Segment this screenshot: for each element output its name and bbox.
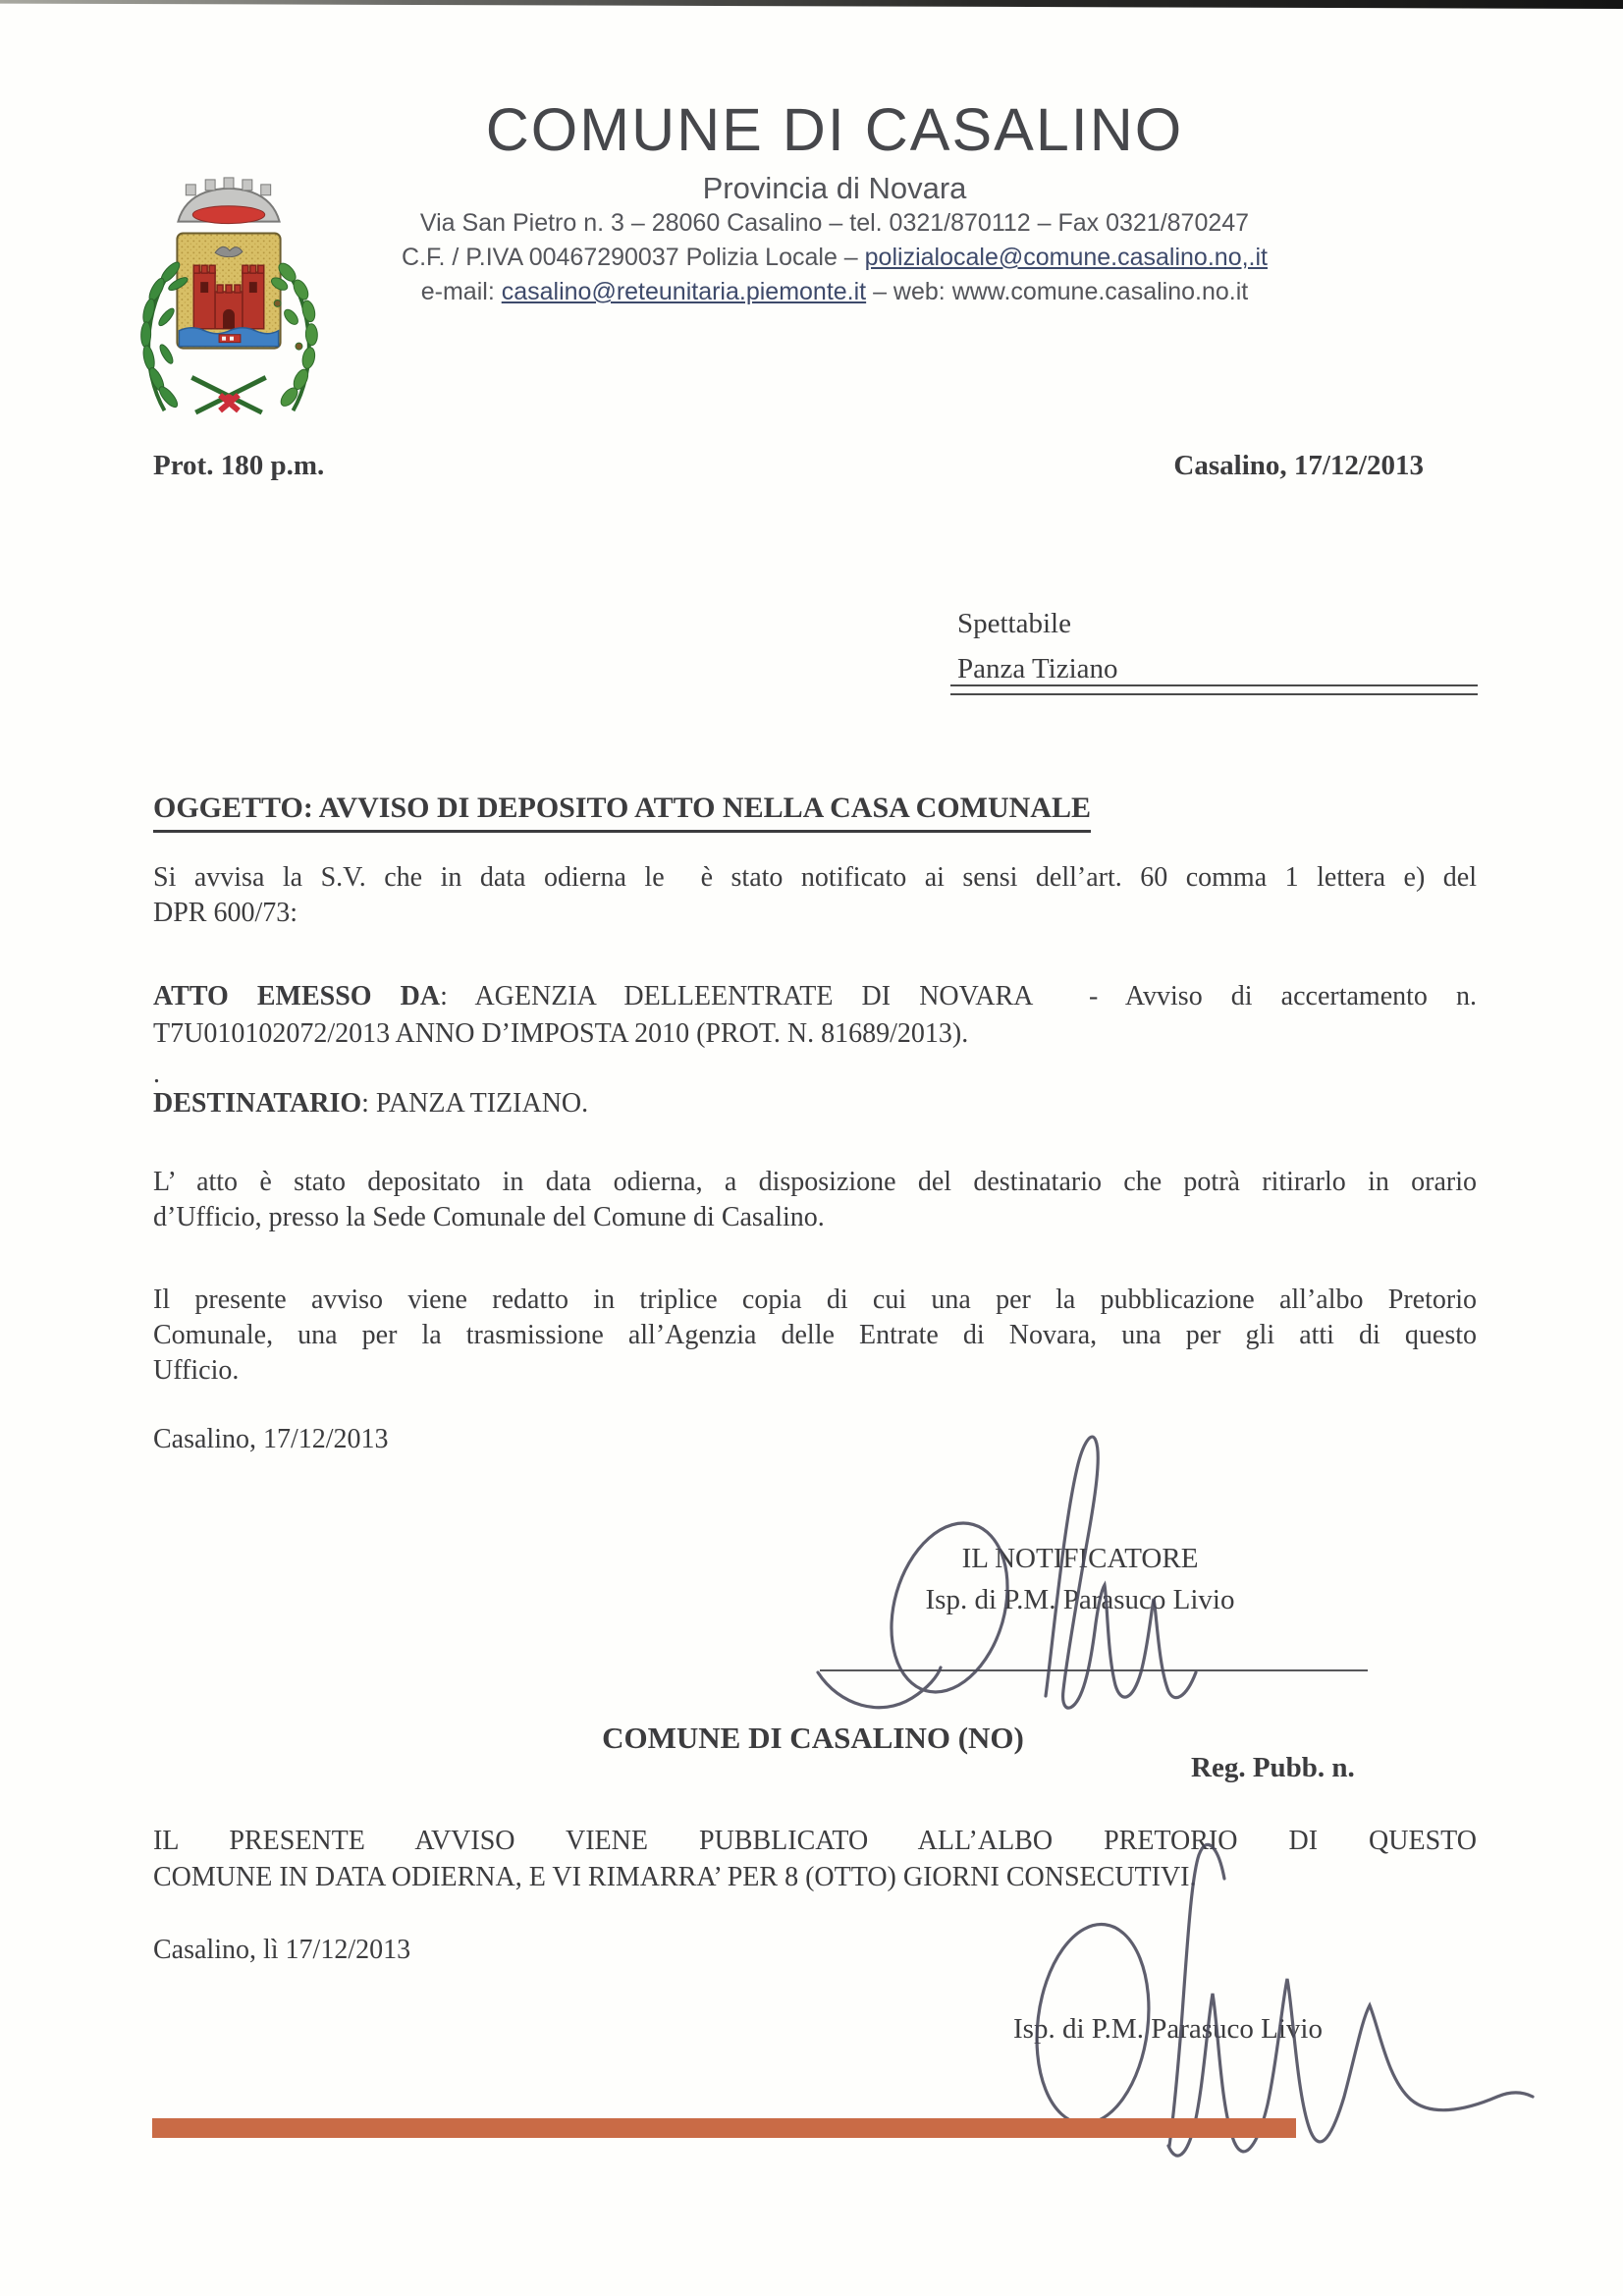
- date-line-2: Casalino, lì 17/12/2013: [153, 1935, 411, 1965]
- cf-prefix: C.F. / P.IVA 00467290037 Polizia Locale –: [402, 244, 865, 271]
- signer2-name: Isp. di P.M. Parasuco Livio: [1013, 2013, 1323, 2045]
- email-prefix: e-mail:: [420, 278, 502, 305]
- subject-heading: [153, 792, 1091, 825]
- paragraph-atto: [153, 978, 1477, 1053]
- bottom-accent-bar: [152, 2118, 1296, 2138]
- recipient-name: Panza Tiziano: [957, 653, 1118, 684]
- atto-line2: T7U010102072/2013 ANNO D’IMPOSTA 2010 (PROT. N. 81689/2013).: [153, 1018, 969, 1049]
- paragraph-destinatario: [153, 1086, 1477, 1121]
- signature-line: [820, 1669, 1368, 1671]
- comune-publication-title: COMUNE DI CASALINO (NO): [602, 1721, 1024, 1755]
- notifier-block: [776, 1538, 1384, 1620]
- text-line: COMUNE IN DATA ODIERNA, E VI RIMARRA’ PER 8 (OTTO) GIORNI CONSECUTIVI.: [153, 1862, 1197, 1892]
- text-line: d’Ufficio, presso la Sede Comunale del Comune di Casalino.: [153, 1202, 825, 1232]
- destinatario-name: : PANZA TIZIANO.: [361, 1088, 589, 1119]
- paragraph-triplice: [153, 1283, 1477, 1389]
- notifier-name: Isp. di P.M. Parasuco Livio: [925, 1584, 1235, 1615]
- atto-label: ATTO EMESSO DA: [153, 981, 441, 1011]
- atto-rest: : AGENZIA DELLEENTRATE DI NOVARA - Avviso di accertamento n.: [440, 981, 1477, 1011]
- address-line: Via San Pietro n. 3 – 28060 Casalino – tel. 0321/870112 – Fax 0321/870247: [419, 209, 1250, 237]
- subject-text: OGGETTO: AVVISO DI DEPOSITO ATTO NELLA CASA COMUNALE: [153, 792, 1091, 833]
- recipient-double-rule: [950, 684, 1478, 695]
- web-suffix: – web: www.comune.casalino.no.it: [866, 278, 1249, 305]
- reg-pubb-label: Reg. Pubb. n.: [1191, 1752, 1355, 1783]
- atto-line1: [153, 978, 1477, 1015]
- paragraph-deposito: [153, 1165, 1477, 1235]
- commune-title: COMUNE DI CASALINO: [485, 96, 1184, 163]
- date-line-1: Casalino, 17/12/2013: [153, 1424, 389, 1454]
- text-line: Ufficio.: [153, 1355, 240, 1386]
- recipient-salutation: Spettabile: [957, 608, 1071, 639]
- paragraph-notice: [153, 860, 1477, 931]
- province-subtitle: Provincia di Novara: [702, 171, 967, 205]
- email-line: [226, 276, 1443, 308]
- place-date: Casalino, 17/12/2013: [1173, 450, 1424, 481]
- letterhead: [226, 98, 1443, 308]
- text-line: DPR 600/73:: [153, 898, 298, 928]
- recipient-block: [957, 601, 1118, 691]
- destinatario-label: DESTINATARIO: [153, 1088, 362, 1119]
- ribbon-knot: [224, 394, 234, 404]
- comune-email-link[interactable]: casalino@reteunitaria.piemonte.it: [501, 278, 867, 305]
- cf-line: [226, 242, 1443, 274]
- notifier-title: IL NOTIFICATORE: [961, 1543, 1199, 1574]
- text-line: IL PRESENTE AVVISO VIENE PUBBLICATO ALL’ALBO PRETORIO DI QUESTO: [153, 1826, 1477, 1856]
- text-line: Comunale, una per la trasmissione all’Agenzia delle Entrate di Novara, una per gli atti di questo: [153, 1320, 1477, 1350]
- text-line: L’ atto è stato depositato in data odierna, a disposizione del destinatario che potrà ritirarlo in orario: [153, 1167, 1477, 1197]
- scan-edge-artifact: [0, 0, 1623, 9]
- polizia-email-link[interactable]: polizialocale@comune.casalino.no,.it: [864, 244, 1268, 271]
- text-line: Si avvisa la S.V. che in data odierna le è stato notificato ai sensi dell’art. 60 comma 1 lettera e) del: [153, 862, 1477, 893]
- protocol-number: Prot. 180 p.m.: [153, 450, 325, 481]
- paragraph-pubblicazione: [153, 1823, 1477, 1895]
- stray-dot: .: [153, 1059, 160, 1089]
- protocol-row: [153, 450, 1424, 482]
- text-line: Il presente avviso viene redatto in triplice copia di cui una per la pubblicazione all’albo Pretorio: [153, 1285, 1477, 1315]
